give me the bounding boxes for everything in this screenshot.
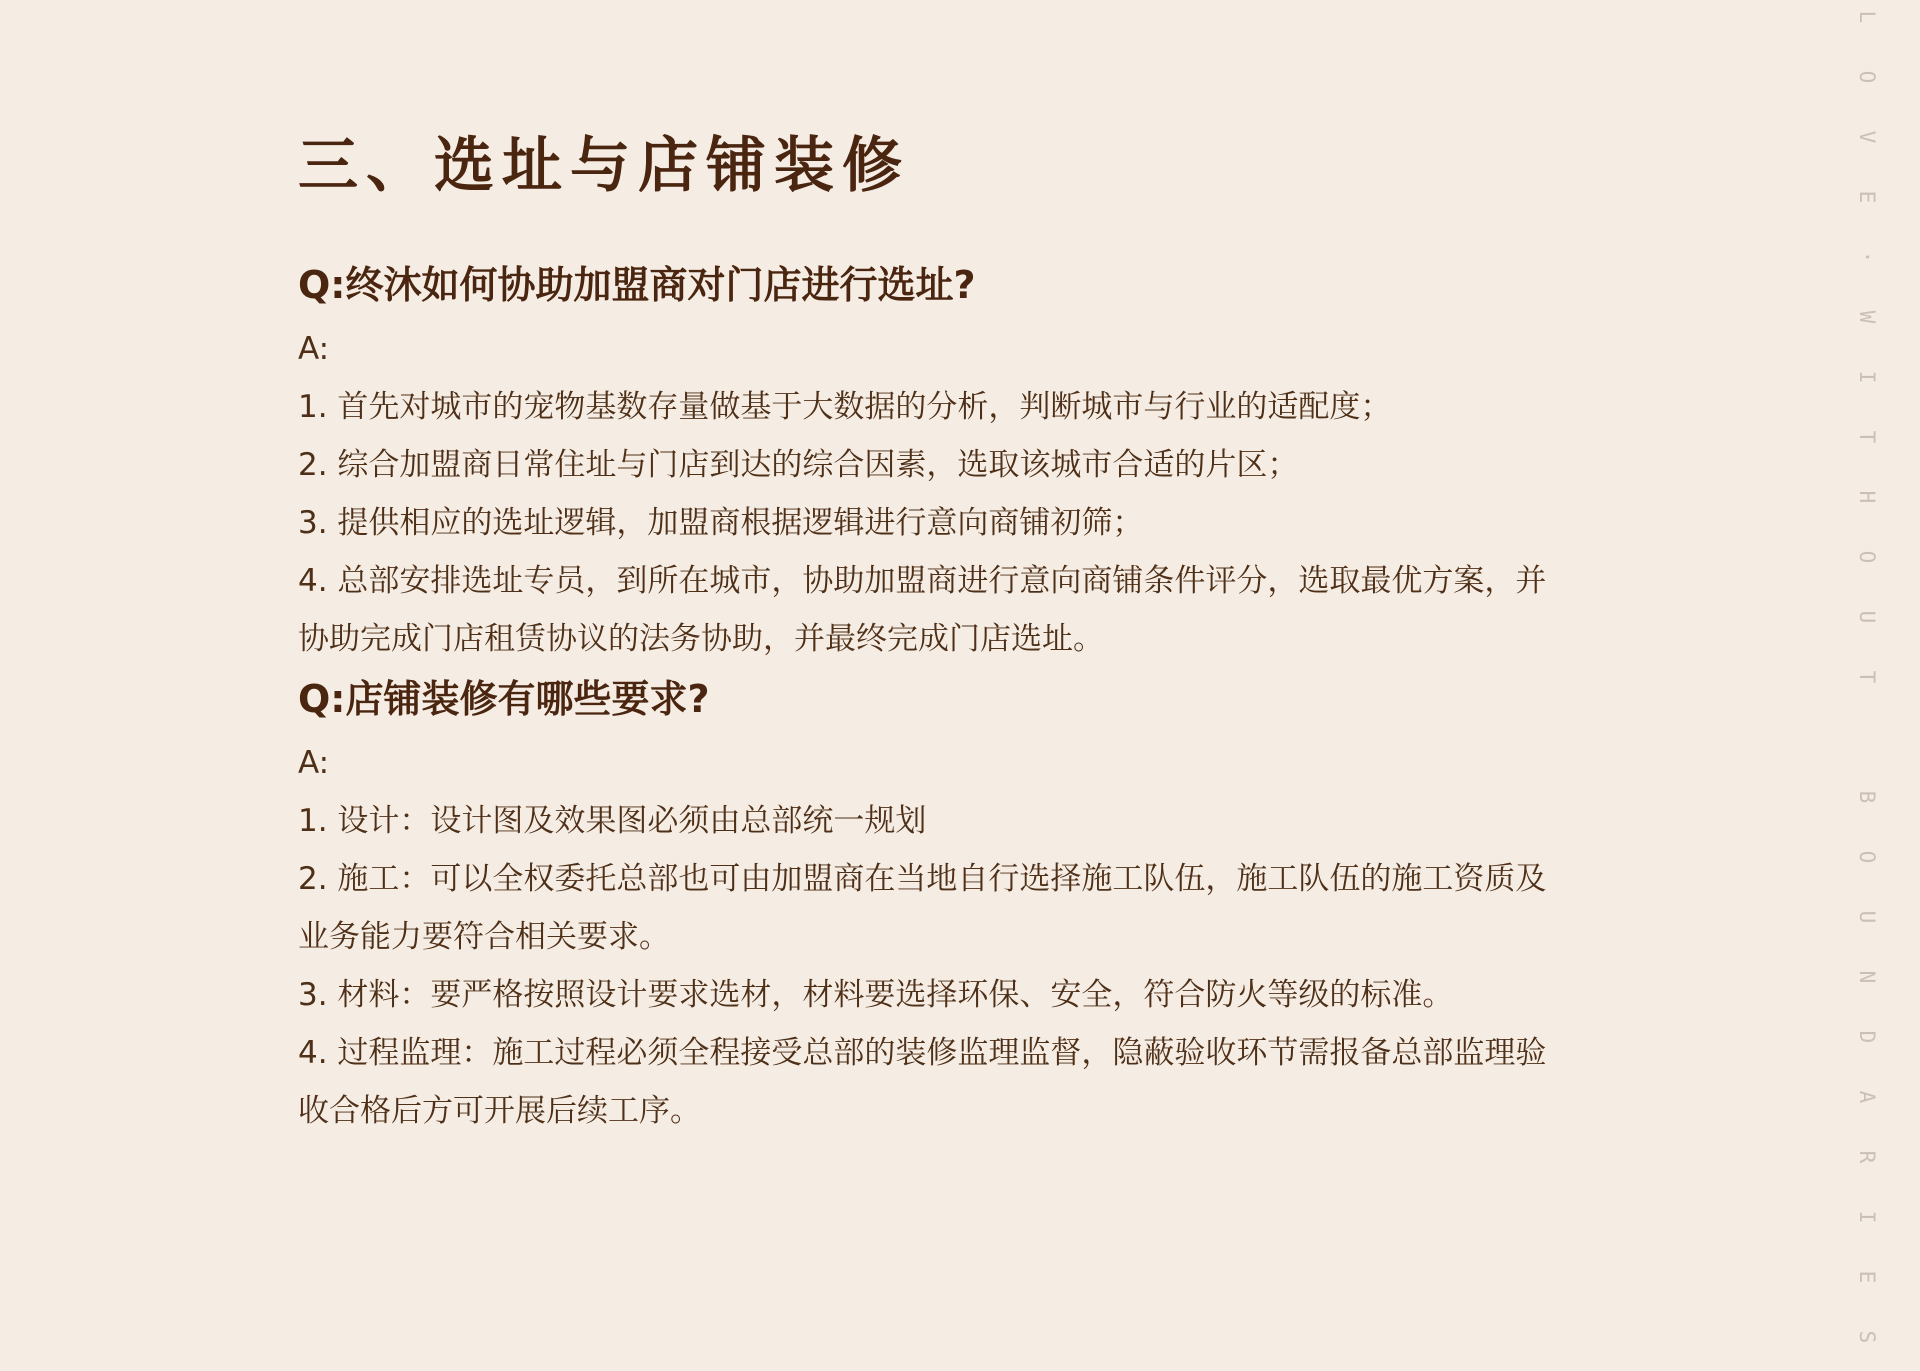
side-letter: I (1855, 1210, 1879, 1224)
page-title: 三、选址与店铺装修 (298, 131, 910, 201)
side-letter: L (1855, 10, 1879, 24)
side-letter: E (1855, 190, 1879, 204)
side-letter: W (1855, 310, 1879, 324)
side-letter: A (1855, 1090, 1879, 1104)
answer-item: 2. 综合加盟商日常住址与门店到达的综合因素，选取该城市合适的片区； (298, 447, 1299, 483)
side-letter: E (1855, 1270, 1879, 1284)
content-area (298, 254, 1548, 1140)
side-letter: T (1855, 670, 1879, 684)
answer-item: 4. 总部安排选址专员，到所在城市，协助加盟商进行意向商铺条件评分，选取最优方案，并协助完成门店租赁协议的法务协助，并最终完成门店选址。 (298, 563, 1547, 657)
side-letter: T (1855, 430, 1879, 444)
question-heading: Q:终沐如何协助加盟商对门店进行选址? (298, 263, 976, 307)
side-letter: B (1855, 790, 1879, 804)
side-letter: R (1855, 1150, 1879, 1164)
side-letter: O (1855, 70, 1879, 84)
side-letter: N (1855, 970, 1879, 984)
answer-item: 2. 施工：可以全权委托总部也可由加盟商在当地自行选择施工队伍，施工队伍的施工资质及业务能力要符合相关要求。 (298, 861, 1547, 955)
question-heading: Q:店铺装修有哪些要求? (298, 677, 710, 721)
side-letter: O (1855, 850, 1879, 864)
answer-label: A: (298, 331, 330, 367)
side-letter: U (1855, 910, 1879, 924)
side-decorative-text (1852, 0, 1882, 1371)
side-letter: O (1855, 550, 1879, 564)
side-letter: U (1855, 610, 1879, 624)
side-letter: I (1855, 370, 1879, 384)
answer-item: 3. 材料：要严格按照设计要求选材，材料要选择环保、安全，符合防火等级的标准。 (298, 977, 1454, 1013)
side-letter: V (1855, 130, 1879, 144)
side-letter: · (1855, 250, 1879, 264)
answer-item: 1. 首先对城市的宠物基数存量做基于大数据的分析，判断城市与行业的适配度； (298, 389, 1392, 425)
qa-section-renovation (298, 668, 1548, 1140)
answer-item: 4. 过程监理：施工过程必须全程接受总部的装修监理监督，隐蔽验收环节需报备总部监理验收合格后方可开展后续工序。 (298, 1035, 1547, 1129)
answer-item: 3. 提供相应的选址逻辑，加盟商根据逻辑进行意向商铺初筛； (298, 505, 1144, 541)
side-letter: S (1855, 1330, 1879, 1344)
answer-label: A: (298, 745, 330, 781)
side-letter: D (1855, 1030, 1879, 1044)
qa-section-site-selection (298, 254, 1548, 668)
answer-item: 1. 设计：设计图及效果图必须由总部统一规划 (298, 803, 927, 839)
side-letter: H (1855, 490, 1879, 504)
